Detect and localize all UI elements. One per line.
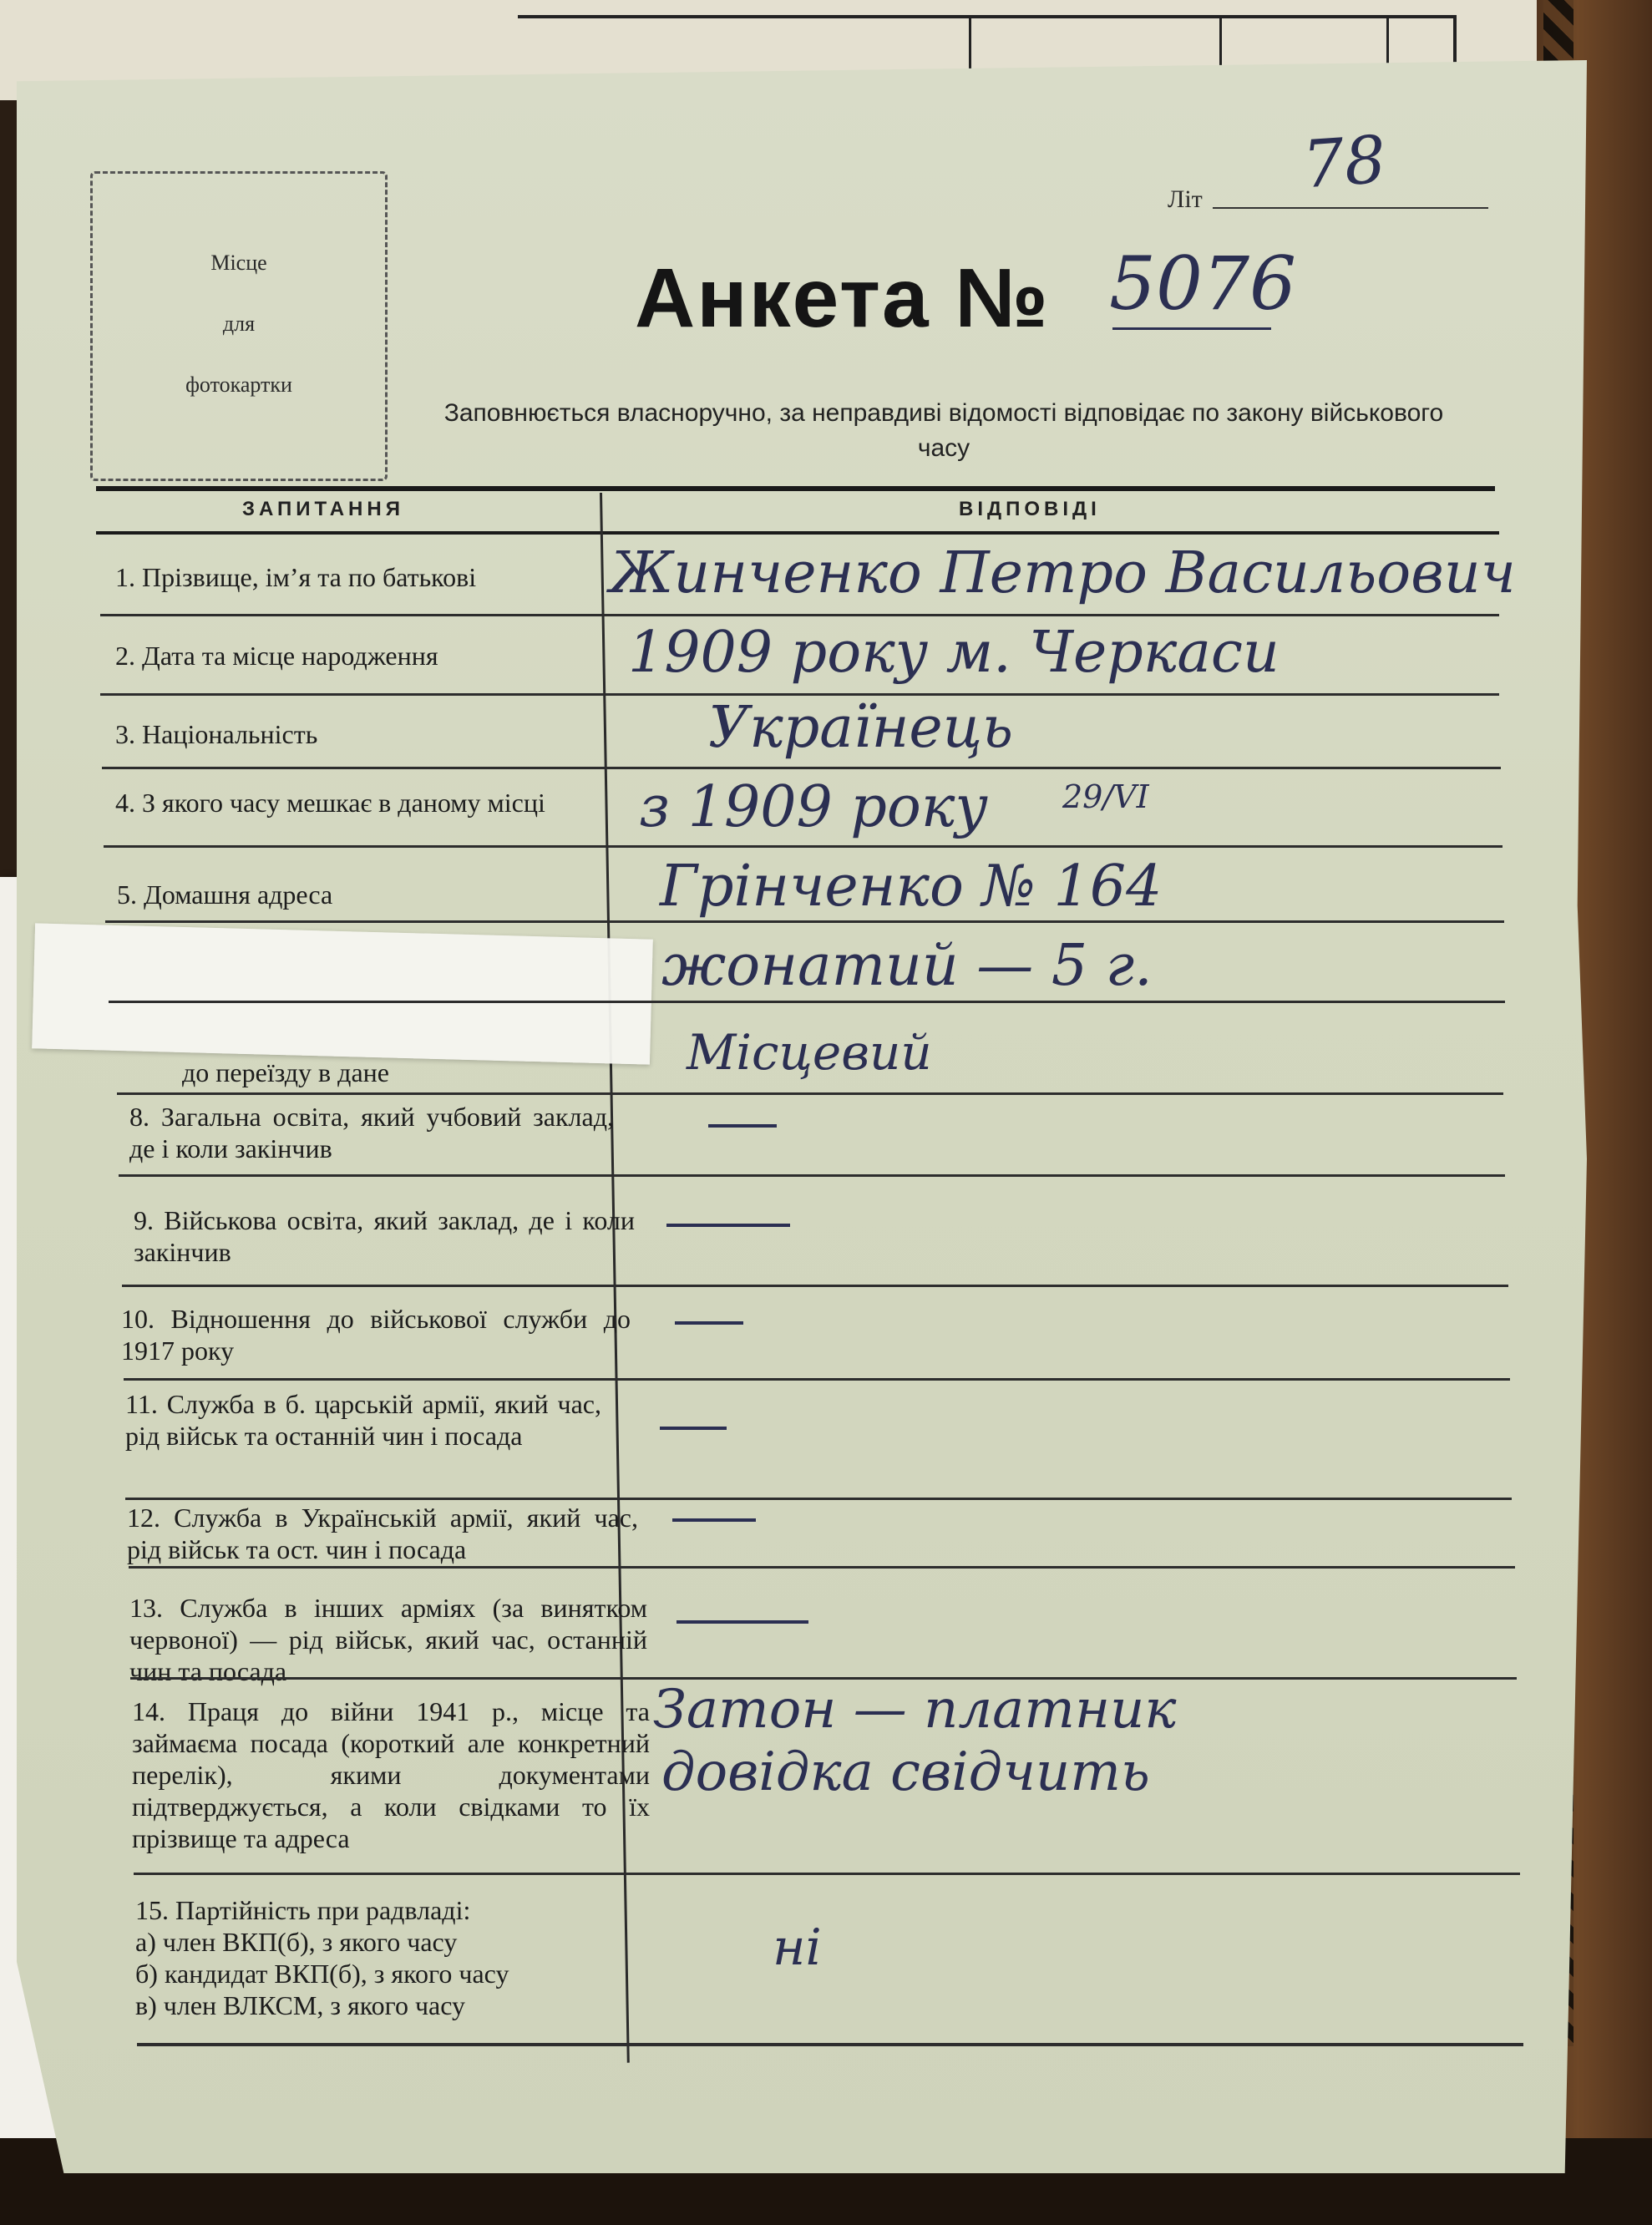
- answer-11: [660, 1427, 727, 1430]
- photo-placeholder: [90, 171, 388, 481]
- answer-12: [672, 1518, 756, 1522]
- form-number: 5076: [1109, 241, 1296, 327]
- row-divider: [137, 2043, 1523, 2046]
- lit-value: 78: [1300, 122, 1389, 204]
- row-divider: [105, 920, 1504, 923]
- header-rule: [96, 486, 1495, 491]
- row-divider: [100, 614, 1499, 616]
- column-header-rule: [96, 531, 1499, 535]
- question-13: 13. Служба в інших арміях (за винятком червоної) — рід військ, який час, останній чин та посада: [129, 1593, 647, 1686]
- answer-5: Грінченко № 164: [660, 854, 1163, 920]
- question-10: 10. Відношення до військової служби до 1917 року: [121, 1304, 631, 1366]
- row-divider: [102, 767, 1501, 769]
- answer-10: [675, 1321, 743, 1325]
- question-5: 5. Домашня адреса: [117, 879, 333, 910]
- row-divider: [122, 1285, 1508, 1287]
- photo-label-3: фотокартки: [185, 373, 292, 397]
- question-9: 9. Військова освіта, який заклад, де і коли закінчив: [134, 1205, 635, 1267]
- answer-8: [708, 1124, 777, 1128]
- form-subtitle: Заповнюється власноручно, за неправдиві відомості відповідає по закону військового часу: [443, 399, 1444, 462]
- row-divider: [104, 845, 1503, 848]
- question-11: 11. Служба в б. царській армії, який час, рід військ та останній чин і посада: [125, 1389, 601, 1451]
- question-12: 12. Служба в Українській армії, який час, рід військ та ост. чин і посада: [127, 1503, 638, 1564]
- row-divider: [109, 1001, 1505, 1003]
- question-14: 14. Праця до війни 1941 р., місце та займаєма посада (короткий але конкретний перелік), якими документами підтверджується, а коли свідками то їх прізвище та адреса: [132, 1696, 650, 1853]
- row-divider: [117, 1092, 1503, 1095]
- answer-3: Українець: [708, 695, 1014, 761]
- question-8: 8. Загальна освіта, який учбовий заклад, де і коли закінчив: [129, 1102, 614, 1163]
- answer-9: [666, 1224, 790, 1227]
- answer-7: Місцевий: [687, 1024, 932, 1081]
- row-divider: [125, 1498, 1512, 1500]
- col-header-answers: ВІДПОВІДІ: [959, 498, 1101, 520]
- answer-13: [677, 1620, 808, 1624]
- photo-label-2: для: [222, 312, 256, 336]
- lit-label: Літ: [1168, 185, 1203, 213]
- answer-2: 1909 року м. Черкаси: [628, 620, 1280, 686]
- photo-label-1: Місце: [210, 251, 267, 275]
- row-divider: [124, 1378, 1510, 1381]
- answer-4-note: 29/VI: [1062, 778, 1149, 815]
- row-divider: [129, 1566, 1515, 1569]
- answer-1: Жинченко Петро Васильович: [610, 540, 1516, 606]
- answer-14-line-1: Затон — платник: [653, 1679, 1177, 1741]
- paper-tape: [32, 923, 653, 1064]
- question-3: 3. Національність: [115, 719, 318, 749]
- lit-underline: [1213, 207, 1488, 209]
- row-divider: [119, 1174, 1505, 1177]
- answer-14-line-2: довідка свідчить: [661, 1741, 1150, 1803]
- form-number-underline: [1112, 327, 1271, 330]
- question-7: до переїзду в дане: [182, 1057, 389, 1087]
- row-divider: [134, 1873, 1520, 1875]
- answer-4: з 1909 року: [639, 774, 988, 840]
- question-1: 1. Прізвище, ім’я та по батькові: [115, 562, 477, 592]
- form-title: Анкета №: [635, 251, 1050, 345]
- question-15: 15. Партійність при радвладі: а) член ВКП(б), з якого часу б) кандидат ВКП(б), з якого часу в) член ВЛКСМ, з якого часу: [135, 1895, 509, 2020]
- col-header-questions: ЗАПИТАННЯ: [242, 498, 404, 520]
- answer-15: ні: [773, 1918, 822, 1977]
- question-2: 2. Дата та місце народження: [115, 641, 438, 671]
- answer-6: жонатий — 5 г.: [661, 933, 1153, 999]
- question-4: 4. З якого часу мешкає в даному місці: [115, 788, 545, 818]
